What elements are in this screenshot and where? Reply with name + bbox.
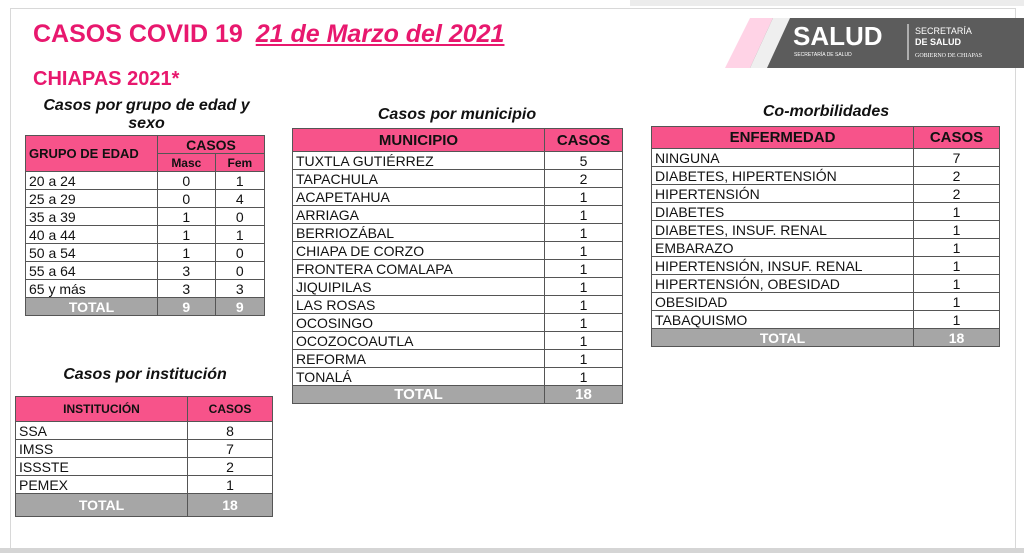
disease-cell: EMBARAZO [652,239,914,257]
logo-secretaria: SECRETARÍA [915,26,972,36]
table-row [652,167,1000,185]
age-col-masc: Masc [158,154,216,172]
age-group-cell: 65 y más [26,280,158,298]
age-table [25,135,265,316]
bottom-edge-bar [0,548,1024,553]
salud-logo [655,18,1024,68]
fem-cell: 3 [215,280,264,298]
cases-cell: 1 [914,293,1000,311]
comorbidity-table [651,126,1000,347]
cases-cell: 1 [914,239,1000,257]
table-row [293,314,623,332]
table-row [652,203,1000,221]
cases-cell: 1 [545,224,623,242]
cases-cell: 1 [545,242,623,260]
total-masc: 9 [158,298,216,316]
cases-cell: 1 [188,476,273,494]
table-row [26,190,265,208]
table-row [293,152,623,170]
municipality-cell: OCOZOCOAUTLA [293,332,545,350]
total-cases: 18 [914,329,1000,347]
municipality-cell: LAS ROSAS [293,296,545,314]
age-table-title: Casos por grupo de edad y sexo [43,97,250,132]
cases-cell: 1 [545,188,623,206]
age-group-cell: 35 a 39 [26,208,158,226]
municipality-table-title: Casos por municipio [377,106,537,123]
institution-cell: IMSS [16,440,188,458]
cases-cell: 7 [188,440,273,458]
disease-cell: OBESIDAD [652,293,914,311]
institution-table-title: Casos por institución [63,366,227,383]
total-label: TOTAL [293,386,545,404]
top-edge-bar [630,0,1024,6]
masc-cell: 1 [158,226,216,244]
fem-cell: 1 [215,172,264,190]
table-row [16,440,273,458]
total-label: TOTAL [26,298,158,316]
municipality-cell: FRONTERA COMALAPA [293,260,545,278]
cases-cell: 2 [914,167,1000,185]
municipality-header-row [293,129,623,152]
municipality-col-name: MUNICIPIO [293,129,545,152]
fem-cell: 1 [215,226,264,244]
table-row [16,476,273,494]
cases-cell: 1 [914,311,1000,329]
table-row [16,422,273,440]
municipality-cell: OCOSINGO [293,314,545,332]
age-total-row [26,298,265,316]
table-row [293,296,623,314]
cases-cell: 1 [545,260,623,278]
age-group-cell: 55 a 64 [26,262,158,280]
logo-salud-subtitle: SECRETARÍA DE SALUD [794,52,852,58]
table-row [26,262,265,280]
masc-cell: 3 [158,262,216,280]
cases-cell: 7 [914,149,1000,167]
table-row [26,172,265,190]
table-row [652,185,1000,203]
disease-cell: DIABETES [652,203,914,221]
cases-cell: 2 [914,185,1000,203]
table-row [652,275,1000,293]
state-label: CHIAPAS 2021* [33,68,180,90]
total-label: TOTAL [652,329,914,347]
masc-cell: 0 [158,172,216,190]
total-cases: 18 [188,494,273,517]
disease-cell: TABAQUISMO [652,311,914,329]
cases-cell: 2 [188,458,273,476]
cases-cell: 1 [914,257,1000,275]
municipality-cell: BERRIOZÁBAL [293,224,545,242]
masc-cell: 1 [158,208,216,226]
logo-gray-band [750,18,1024,68]
municipality-cell: ACAPETAHUA [293,188,545,206]
fem-cell: 0 [215,262,264,280]
table-row [652,293,1000,311]
age-group-cell: 40 a 44 [26,226,158,244]
fem-cell: 0 [215,208,264,226]
municipality-cell: JIQUIPILAS [293,278,545,296]
cases-cell: 1 [914,203,1000,221]
disease-cell: DIABETES, INSUF. RENAL [652,221,914,239]
table-row [293,278,623,296]
table-row [26,280,265,298]
municipality-table [292,128,623,404]
municipality-total-row [293,386,623,404]
table-row [293,224,623,242]
masc-cell: 0 [158,190,216,208]
logo-gobierno: GOBIERNO DE CHIAPAS [915,53,983,59]
table-row [652,239,1000,257]
cases-cell: 8 [188,422,273,440]
table-row [26,208,265,226]
table-row [293,206,623,224]
age-group-cell: 20 a 24 [26,172,158,190]
age-header-row [26,136,265,154]
institution-cell: SSA [16,422,188,440]
comorbidity-col-cases: CASOS [914,127,1000,149]
municipality-cell: ARRIAGA [293,206,545,224]
disease-cell: HIPERTENSIÓN, INSUF. RENAL [652,257,914,275]
fem-cell: 0 [215,244,264,262]
age-col-group: GRUPO DE EDAD [26,136,158,172]
municipality-cell: TONALÁ [293,368,545,386]
cases-cell: 1 [545,314,623,332]
municipality-cell: CHIAPA DE CORZO [293,242,545,260]
total-cases: 18 [545,386,623,404]
page-title [33,20,504,49]
table-row [652,221,1000,239]
disease-cell: HIPERTENSIÓN [652,185,914,203]
disease-cell: DIABETES, HIPERTENSIÓN [652,167,914,185]
cases-cell: 1 [914,275,1000,293]
comorbidity-header-row [652,127,1000,149]
table-row [652,149,1000,167]
table-row [293,368,623,386]
logo-de-salud: DE SALUD [915,37,962,47]
age-col-cases: CASOS [158,136,265,154]
institution-cell: PEMEX [16,476,188,494]
logo-salud: SALUD [793,21,883,51]
masc-cell: 3 [158,280,216,298]
cases-cell: 1 [545,206,623,224]
municipality-col-cases: CASOS [545,129,623,152]
table-row [293,332,623,350]
table-row [293,170,623,188]
cases-cell: 1 [545,350,623,368]
institution-col-name: INSTITUCIÓN [16,397,188,422]
disease-cell: HIPERTENSIÓN, OBESIDAD [652,275,914,293]
cases-cell: 1 [545,296,623,314]
institution-total-row [16,494,273,517]
table-row [16,458,273,476]
age-group-cell: 25 a 29 [26,190,158,208]
table-row [26,226,265,244]
title-text: CASOS COVID 19 [33,20,243,48]
institution-cell: ISSSTE [16,458,188,476]
fem-cell: 4 [215,190,264,208]
comorbidity-col-disease: ENFERMEDAD [652,127,914,149]
total-label: TOTAL [16,494,188,517]
masc-cell: 1 [158,244,216,262]
cases-cell: 1 [545,332,623,350]
comorbidity-table-title: Co-morbilidades [762,103,890,120]
table-row [652,257,1000,275]
table-row [293,188,623,206]
comorbidity-total-row [652,329,1000,347]
cases-cell: 5 [545,152,623,170]
table-row [26,244,265,262]
table-row [652,311,1000,329]
cases-cell: 1 [914,221,1000,239]
cases-cell: 1 [545,368,623,386]
table-row [293,350,623,368]
cases-cell: 2 [545,170,623,188]
institution-table [15,396,273,517]
institution-header-row [16,397,273,422]
age-col-fem: Fem [215,154,264,172]
table-row [293,260,623,278]
age-group-cell: 50 a 54 [26,244,158,262]
municipality-cell: TUXTLA GUTIÉRREZ [293,152,545,170]
municipality-cell: TAPACHULA [293,170,545,188]
institution-col-cases: CASOS [188,397,273,422]
cases-cell: 1 [545,278,623,296]
table-row [293,242,623,260]
title-date: 21 de Marzo del 2021 [255,20,505,48]
municipality-cell: REFORMA [293,350,545,368]
total-fem: 9 [215,298,264,316]
disease-cell: NINGUNA [652,149,914,167]
